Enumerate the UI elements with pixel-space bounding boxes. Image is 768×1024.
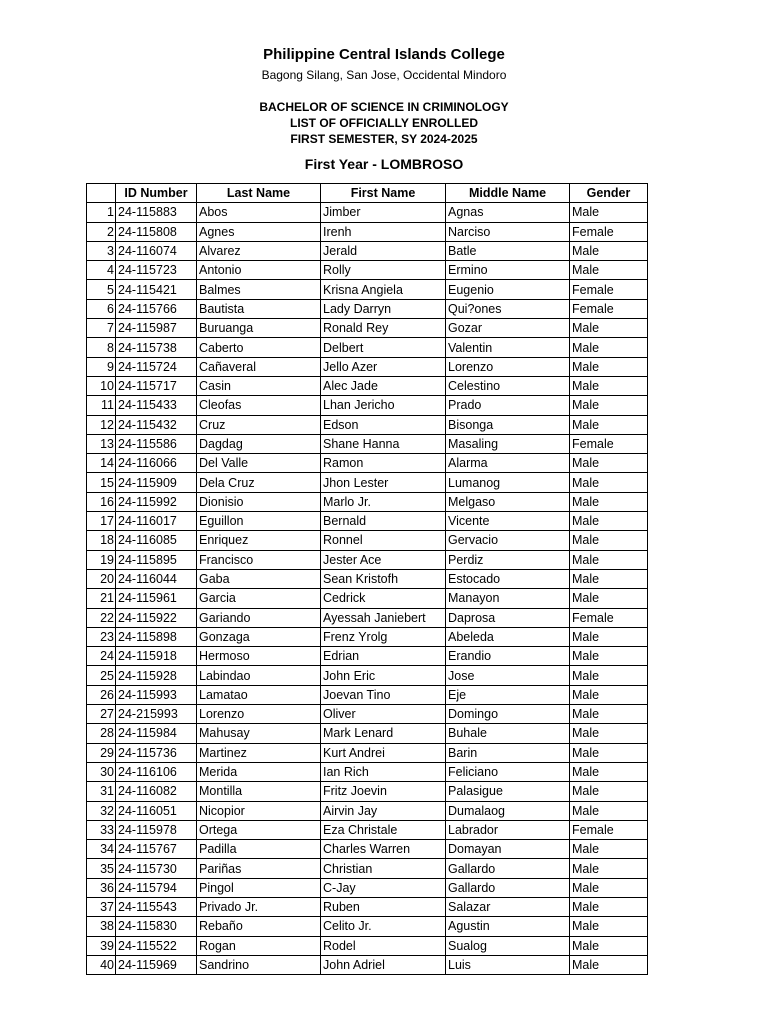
gender-cell: Male bbox=[570, 627, 648, 646]
first-name-cell: Joevan Tino bbox=[321, 685, 446, 704]
table-row bbox=[87, 454, 648, 473]
row-number: 11 bbox=[87, 396, 116, 415]
gender-cell: Female bbox=[570, 820, 648, 839]
last-name-cell: Hermoso bbox=[197, 647, 321, 666]
middle-name-cell: Bisonga bbox=[446, 415, 570, 434]
middle-name-cell: Buhale bbox=[446, 724, 570, 743]
first-name-cell: Sean Kristofh bbox=[321, 569, 446, 588]
table-header-row bbox=[87, 184, 648, 203]
middle-name-cell: Gallardo bbox=[446, 878, 570, 897]
first-name-cell: Christian bbox=[321, 859, 446, 878]
row-number: 4 bbox=[87, 261, 116, 280]
id-number-cell: 24-115969 bbox=[116, 955, 197, 974]
middle-name-cell: Valentin bbox=[446, 338, 570, 357]
middle-name-cell: Masaling bbox=[446, 434, 570, 453]
last-name-cell: Rogan bbox=[197, 936, 321, 955]
first-name-cell: Alec Jade bbox=[321, 376, 446, 395]
table-row bbox=[87, 589, 648, 608]
table-row bbox=[87, 492, 648, 511]
table-row bbox=[87, 338, 648, 357]
gender-cell: Male bbox=[570, 319, 648, 338]
first-name-cell: Shane Hanna bbox=[321, 434, 446, 453]
section-title: First Year - LOMBROSO bbox=[304, 156, 464, 172]
gender-cell: Male bbox=[570, 338, 648, 357]
id-number-cell: 24-215993 bbox=[116, 705, 197, 724]
first-name-cell: Ayessah Janiebert bbox=[321, 608, 446, 627]
row-number: 24 bbox=[87, 647, 116, 666]
first-name-cell: Ramon bbox=[321, 454, 446, 473]
row-number: 22 bbox=[87, 608, 116, 627]
middle-name-cell: Melgaso bbox=[446, 492, 570, 511]
last-name-cell: Caberto bbox=[197, 338, 321, 357]
id-number-cell: 24-116082 bbox=[116, 782, 197, 801]
middle-name-cell: Perdiz bbox=[446, 550, 570, 569]
id-number-cell: 24-115522 bbox=[116, 936, 197, 955]
table-row bbox=[87, 955, 648, 974]
first-name-cell: Irenh bbox=[321, 222, 446, 241]
id-number-cell: 24-115421 bbox=[116, 280, 197, 299]
id-number-cell: 24-115987 bbox=[116, 319, 197, 338]
table-row bbox=[87, 705, 648, 724]
gender-cell: Male bbox=[570, 647, 648, 666]
row-number: 32 bbox=[87, 801, 116, 820]
table-row bbox=[87, 685, 648, 704]
table-row bbox=[87, 222, 648, 241]
gender-cell: Male bbox=[570, 415, 648, 434]
id-number-cell: 24-115730 bbox=[116, 859, 197, 878]
last-name-cell: Antonio bbox=[197, 261, 321, 280]
last-name-cell: Padilla bbox=[197, 840, 321, 859]
last-name-cell: Garcia bbox=[197, 589, 321, 608]
table-row bbox=[87, 512, 648, 531]
column-header-gender: Gender bbox=[570, 184, 648, 203]
enrollment-table bbox=[86, 183, 648, 975]
id-number-cell: 24-115984 bbox=[116, 724, 197, 743]
row-number: 18 bbox=[87, 531, 116, 550]
id-number-cell: 24-115723 bbox=[116, 261, 197, 280]
id-number-cell: 24-115992 bbox=[116, 492, 197, 511]
school-name: Philippine Central Islands College bbox=[263, 46, 505, 63]
last-name-cell: Dela Cruz bbox=[197, 473, 321, 492]
column-header-first-name: First Name bbox=[321, 184, 446, 203]
first-name-cell: Marlo Jr. bbox=[321, 492, 446, 511]
table-row bbox=[87, 569, 648, 588]
last-name-cell: Montilla bbox=[197, 782, 321, 801]
last-name-cell: Gariando bbox=[197, 608, 321, 627]
first-name-cell: Lhan Jericho bbox=[321, 396, 446, 415]
gender-cell: Male bbox=[570, 878, 648, 897]
table-row bbox=[87, 241, 648, 260]
table-row bbox=[87, 782, 648, 801]
middle-name-cell: Daprosa bbox=[446, 608, 570, 627]
row-number: 38 bbox=[87, 917, 116, 936]
middle-name-cell: Palasigue bbox=[446, 782, 570, 801]
last-name-cell: Alvarez bbox=[197, 241, 321, 260]
id-number-cell: 24-115909 bbox=[116, 473, 197, 492]
gender-cell: Male bbox=[570, 762, 648, 781]
middle-name-cell: Manayon bbox=[446, 589, 570, 608]
first-name-cell: Bernald bbox=[321, 512, 446, 531]
id-number-cell: 24-115928 bbox=[116, 666, 197, 685]
row-number: 6 bbox=[87, 299, 116, 318]
column-header-last-name: Last Name bbox=[197, 184, 321, 203]
id-number-cell: 24-116051 bbox=[116, 801, 197, 820]
first-name-cell: John Adriel bbox=[321, 955, 446, 974]
last-name-cell: Francisco bbox=[197, 550, 321, 569]
middle-name-cell: Lumanog bbox=[446, 473, 570, 492]
id-number-cell: 24-115433 bbox=[116, 396, 197, 415]
gender-cell: Male bbox=[570, 917, 648, 936]
school-address: Bagong Silang, San Jose, Occidental Mindoro bbox=[261, 68, 507, 82]
gender-cell: Male bbox=[570, 241, 648, 260]
last-name-cell: Dionisio bbox=[197, 492, 321, 511]
table-row bbox=[87, 357, 648, 376]
first-name-cell: Jester Ace bbox=[321, 550, 446, 569]
row-number: 25 bbox=[87, 666, 116, 685]
middle-name-cell: Batle bbox=[446, 241, 570, 260]
last-name-cell: Cruz bbox=[197, 415, 321, 434]
gender-cell: Male bbox=[570, 512, 648, 531]
first-name-cell: Rolly bbox=[321, 261, 446, 280]
row-number: 33 bbox=[87, 820, 116, 839]
row-number: 28 bbox=[87, 724, 116, 743]
first-name-cell: Rodel bbox=[321, 936, 446, 955]
first-name-cell: Jello Azer bbox=[321, 357, 446, 376]
last-name-cell: Pariñas bbox=[197, 859, 321, 878]
id-number-cell: 24-116017 bbox=[116, 512, 197, 531]
row-number: 21 bbox=[87, 589, 116, 608]
row-number: 27 bbox=[87, 705, 116, 724]
last-name-cell: Casin bbox=[197, 376, 321, 395]
last-name-cell: Dagdag bbox=[197, 434, 321, 453]
table-row bbox=[87, 878, 648, 897]
middle-name-cell: Luis bbox=[446, 955, 570, 974]
first-name-cell: Ruben bbox=[321, 897, 446, 916]
column-header-number bbox=[87, 184, 116, 203]
middle-name-cell: Erandio bbox=[446, 647, 570, 666]
table-row bbox=[87, 917, 648, 936]
table-row bbox=[87, 280, 648, 299]
middle-name-cell: Narciso bbox=[446, 222, 570, 241]
id-number-cell: 24-115830 bbox=[116, 917, 197, 936]
last-name-cell: Merida bbox=[197, 762, 321, 781]
last-name-cell: Martinez bbox=[197, 743, 321, 762]
row-number: 10 bbox=[87, 376, 116, 395]
first-name-cell: Ian Rich bbox=[321, 762, 446, 781]
table-row bbox=[87, 396, 648, 415]
id-number-cell: 24-115432 bbox=[116, 415, 197, 434]
id-number-cell: 24-115736 bbox=[116, 743, 197, 762]
row-number: 39 bbox=[87, 936, 116, 955]
middle-name-cell: Ermino bbox=[446, 261, 570, 280]
table-row bbox=[87, 627, 648, 646]
row-number: 37 bbox=[87, 897, 116, 916]
first-name-cell: Oliver bbox=[321, 705, 446, 724]
table-row bbox=[87, 376, 648, 395]
gender-cell: Male bbox=[570, 261, 648, 280]
gender-cell: Female bbox=[570, 434, 648, 453]
last-name-cell: Gonzaga bbox=[197, 627, 321, 646]
id-number-cell: 24-116066 bbox=[116, 454, 197, 473]
last-name-cell: Gaba bbox=[197, 569, 321, 588]
id-number-cell: 24-115738 bbox=[116, 338, 197, 357]
first-name-cell: Edson bbox=[321, 415, 446, 434]
row-number: 7 bbox=[87, 319, 116, 338]
middle-name-cell: Abeleda bbox=[446, 627, 570, 646]
last-name-cell: Cleofas bbox=[197, 396, 321, 415]
id-number-cell: 24-116085 bbox=[116, 531, 197, 550]
last-name-cell: Eguillon bbox=[197, 512, 321, 531]
gender-cell: Male bbox=[570, 936, 648, 955]
gender-cell: Male bbox=[570, 589, 648, 608]
table-row bbox=[87, 299, 648, 318]
id-number-cell: 24-115895 bbox=[116, 550, 197, 569]
id-number-cell: 24-115794 bbox=[116, 878, 197, 897]
gender-cell: Male bbox=[570, 724, 648, 743]
table-row bbox=[87, 434, 648, 453]
first-name-cell: C-Jay bbox=[321, 878, 446, 897]
row-number: 13 bbox=[87, 434, 116, 453]
gender-cell: Male bbox=[570, 666, 648, 685]
gender-cell: Male bbox=[570, 357, 648, 376]
middle-name-cell: Jose bbox=[446, 666, 570, 685]
id-number-cell: 24-116074 bbox=[116, 241, 197, 260]
first-name-cell: Ronald Rey bbox=[321, 319, 446, 338]
middle-name-cell: Salazar bbox=[446, 897, 570, 916]
first-name-cell: Kurt Andrei bbox=[321, 743, 446, 762]
row-number: 19 bbox=[87, 550, 116, 569]
row-number: 1 bbox=[87, 203, 116, 222]
first-name-cell: Jerald bbox=[321, 241, 446, 260]
middle-name-cell: Eugenio bbox=[446, 280, 570, 299]
row-number: 23 bbox=[87, 627, 116, 646]
last-name-cell: Buruanga bbox=[197, 319, 321, 338]
gender-cell: Male bbox=[570, 473, 648, 492]
last-name-cell: Rebaño bbox=[197, 917, 321, 936]
gender-cell: Male bbox=[570, 454, 648, 473]
middle-name-cell: Lorenzo bbox=[446, 357, 570, 376]
table-row bbox=[87, 319, 648, 338]
gender-cell: Male bbox=[570, 840, 648, 859]
table-row bbox=[87, 897, 648, 916]
table-row bbox=[87, 203, 648, 222]
gender-cell: Male bbox=[570, 685, 648, 704]
first-name-cell: Ronnel bbox=[321, 531, 446, 550]
middle-name-cell: Vicente bbox=[446, 512, 570, 531]
row-number: 17 bbox=[87, 512, 116, 531]
gender-cell: Male bbox=[570, 859, 648, 878]
middle-name-cell: Gallardo bbox=[446, 859, 570, 878]
first-name-cell: Jhon Lester bbox=[321, 473, 446, 492]
row-number: 20 bbox=[87, 569, 116, 588]
table-row bbox=[87, 840, 648, 859]
table-row bbox=[87, 762, 648, 781]
row-number: 30 bbox=[87, 762, 116, 781]
id-number-cell: 24-115961 bbox=[116, 589, 197, 608]
last-name-cell: Mahusay bbox=[197, 724, 321, 743]
first-name-cell: Frenz Yrolg bbox=[321, 627, 446, 646]
table-row bbox=[87, 550, 648, 569]
id-number-cell: 24-115922 bbox=[116, 608, 197, 627]
row-number: 35 bbox=[87, 859, 116, 878]
table-row bbox=[87, 647, 648, 666]
middle-name-cell: Prado bbox=[446, 396, 570, 415]
first-name-cell: Edrian bbox=[321, 647, 446, 666]
gender-cell: Male bbox=[570, 531, 648, 550]
middle-name-cell: Eje bbox=[446, 685, 570, 704]
middle-name-cell: Gozar bbox=[446, 319, 570, 338]
row-number: 2 bbox=[87, 222, 116, 241]
row-number: 29 bbox=[87, 743, 116, 762]
first-name-cell: Lady Darryn bbox=[321, 299, 446, 318]
first-name-cell: Charles Warren bbox=[321, 840, 446, 859]
middle-name-cell: Agnas bbox=[446, 203, 570, 222]
gender-cell: Male bbox=[570, 550, 648, 569]
row-number: 12 bbox=[87, 415, 116, 434]
last-name-cell: Nicopior bbox=[197, 801, 321, 820]
id-number-cell: 24-115978 bbox=[116, 820, 197, 839]
middle-name-cell: Qui?ones bbox=[446, 299, 570, 318]
semester-title: FIRST SEMESTER, SY 2024-2025 bbox=[290, 132, 478, 146]
id-number-cell: 24-116044 bbox=[116, 569, 197, 588]
last-name-cell: Bautista bbox=[197, 299, 321, 318]
table-row bbox=[87, 415, 648, 434]
column-header-middle-name: Middle Name bbox=[446, 184, 570, 203]
program-title: BACHELOR OF SCIENCE IN CRIMINOLOGY bbox=[259, 100, 509, 114]
id-number-cell: 24-115717 bbox=[116, 376, 197, 395]
table-row bbox=[87, 743, 648, 762]
last-name-cell: Lorenzo bbox=[197, 705, 321, 724]
gender-cell: Male bbox=[570, 705, 648, 724]
id-number-cell: 24-115898 bbox=[116, 627, 197, 646]
row-number: 26 bbox=[87, 685, 116, 704]
table-row bbox=[87, 801, 648, 820]
gender-cell: Female bbox=[570, 299, 648, 318]
gender-cell: Male bbox=[570, 743, 648, 762]
last-name-cell: Balmes bbox=[197, 280, 321, 299]
first-name-cell: Krisna Angiela bbox=[321, 280, 446, 299]
first-name-cell: Mark Lenard bbox=[321, 724, 446, 743]
table-row bbox=[87, 820, 648, 839]
id-number-cell: 24-116106 bbox=[116, 762, 197, 781]
last-name-cell: Privado Jr. bbox=[197, 897, 321, 916]
row-number: 14 bbox=[87, 454, 116, 473]
middle-name-cell: Domingo bbox=[446, 705, 570, 724]
table-row bbox=[87, 724, 648, 743]
row-number: 40 bbox=[87, 955, 116, 974]
middle-name-cell: Feliciano bbox=[446, 762, 570, 781]
id-number-cell: 24-115766 bbox=[116, 299, 197, 318]
gender-cell: Female bbox=[570, 608, 648, 627]
first-name-cell: Celito Jr. bbox=[321, 917, 446, 936]
gender-cell: Male bbox=[570, 203, 648, 222]
row-number: 31 bbox=[87, 782, 116, 801]
id-number-cell: 24-115883 bbox=[116, 203, 197, 222]
first-name-cell: John Eric bbox=[321, 666, 446, 685]
id-number-cell: 24-115918 bbox=[116, 647, 197, 666]
id-number-cell: 24-115724 bbox=[116, 357, 197, 376]
gender-cell: Male bbox=[570, 376, 648, 395]
row-number: 36 bbox=[87, 878, 116, 897]
last-name-cell: Ortega bbox=[197, 820, 321, 839]
id-number-cell: 24-115767 bbox=[116, 840, 197, 859]
middle-name-cell: Sualog bbox=[446, 936, 570, 955]
gender-cell: Male bbox=[570, 955, 648, 974]
first-name-cell: Delbert bbox=[321, 338, 446, 357]
column-header-id-number: ID Number bbox=[116, 184, 197, 203]
gender-cell: Male bbox=[570, 492, 648, 511]
middle-name-cell: Estocado bbox=[446, 569, 570, 588]
first-name-cell: Cedrick bbox=[321, 589, 446, 608]
middle-name-cell: Barin bbox=[446, 743, 570, 762]
last-name-cell: Enriquez bbox=[197, 531, 321, 550]
gender-cell: Male bbox=[570, 569, 648, 588]
middle-name-cell: Dumalaog bbox=[446, 801, 570, 820]
list-title: LIST OF OFFICIALLY ENROLLED bbox=[289, 116, 478, 130]
last-name-cell: Abos bbox=[197, 203, 321, 222]
middle-name-cell: Gervacio bbox=[446, 531, 570, 550]
last-name-cell: Agnes bbox=[197, 222, 321, 241]
table-row bbox=[87, 473, 648, 492]
gender-cell: Male bbox=[570, 801, 648, 820]
last-name-cell: Lamatao bbox=[197, 685, 321, 704]
gender-cell: Female bbox=[570, 280, 648, 299]
table-row bbox=[87, 531, 648, 550]
last-name-cell: Pingol bbox=[197, 878, 321, 897]
gender-cell: Female bbox=[570, 222, 648, 241]
middle-name-cell: Agustin bbox=[446, 917, 570, 936]
last-name-cell: Sandrino bbox=[197, 955, 321, 974]
first-name-cell: Fritz Joevin bbox=[321, 782, 446, 801]
id-number-cell: 24-115586 bbox=[116, 434, 197, 453]
last-name-cell: Del Valle bbox=[197, 454, 321, 473]
table-row bbox=[87, 859, 648, 878]
row-number: 15 bbox=[87, 473, 116, 492]
row-number: 3 bbox=[87, 241, 116, 260]
middle-name-cell: Domayan bbox=[446, 840, 570, 859]
row-number: 8 bbox=[87, 338, 116, 357]
gender-cell: Male bbox=[570, 782, 648, 801]
last-name-cell: Cañaveral bbox=[197, 357, 321, 376]
middle-name-cell: Alarma bbox=[446, 454, 570, 473]
id-number-cell: 24-115543 bbox=[116, 897, 197, 916]
row-number: 34 bbox=[87, 840, 116, 859]
row-number: 16 bbox=[87, 492, 116, 511]
id-number-cell: 24-115808 bbox=[116, 222, 197, 241]
table-row bbox=[87, 936, 648, 955]
middle-name-cell: Labrador bbox=[446, 820, 570, 839]
first-name-cell: Jimber bbox=[321, 203, 446, 222]
first-name-cell: Eza Christale bbox=[321, 820, 446, 839]
first-name-cell: Airvin Jay bbox=[321, 801, 446, 820]
table-row bbox=[87, 666, 648, 685]
row-number: 5 bbox=[87, 280, 116, 299]
middle-name-cell: Celestino bbox=[446, 376, 570, 395]
gender-cell: Male bbox=[570, 396, 648, 415]
last-name-cell: Labindao bbox=[197, 666, 321, 685]
table-row bbox=[87, 608, 648, 627]
row-number: 9 bbox=[87, 357, 116, 376]
gender-cell: Male bbox=[570, 897, 648, 916]
table-row bbox=[87, 261, 648, 280]
id-number-cell: 24-115993 bbox=[116, 685, 197, 704]
